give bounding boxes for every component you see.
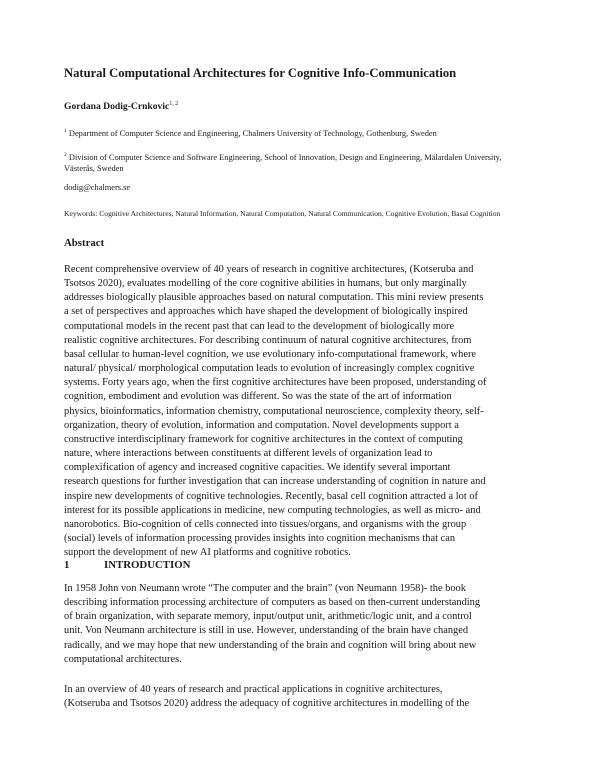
abstract-line: physics, bioinformatics, information chemistry, computational neuroscience, complexity theory, self-	[64, 405, 484, 417]
affiliation-2-text: Division of Computer Science and Software Engineering, School of Innovation, Design and Engineering, Mälardalen University, Västerås, Sweden	[64, 152, 502, 173]
abstract-paragraph	[64, 263, 544, 560]
abstract-line: systems. Forty years ago, when the first cognitive architectures have been proposed, understanding of	[64, 377, 487, 389]
intro-paragraph-1-line: computational architectures.	[64, 653, 182, 665]
author-name	[64, 101, 178, 112]
abstract-line: a set of perspectives and approaches which have shaped the development of biologically inspired	[64, 306, 468, 318]
section-heading-introduction	[64, 559, 190, 571]
intro-paragraph-2	[64, 683, 544, 711]
abstract-line: Tsotsos 2020), evaluates modelling of the core cognitive abilities in humans, but only marginally	[64, 278, 467, 290]
abstract-line: constructive interdisciplinary framework for cognitive architectures in the context of computing	[64, 433, 463, 445]
abstract-line: nature, where interactions between constituents at different levels of organization lead to	[64, 448, 433, 460]
abstract-line: cognition, embodiment and evolution was different. So was the state of the art of information	[64, 391, 452, 403]
affiliation-2-mark: 2	[64, 152, 67, 158]
abstract-line: basal cellular to human-level cognition, we use evolutionary info-computational framework, where	[64, 348, 477, 360]
intro-paragraph-1-line: radically, and we may hope that new understanding of the brain and cognition will bring about new	[64, 639, 477, 651]
author-affiliation-marks: 1, 2	[169, 101, 179, 107]
affiliation-1-mark: 1	[64, 128, 67, 134]
affiliation-2	[64, 150, 534, 174]
section-title: INTRODUCTION	[104, 559, 191, 571]
section-number: 1	[64, 559, 70, 571]
abstract-line: natural/ physical/ morphological computation leads to evolution of increasingly complex cognitive	[64, 363, 475, 375]
abstract-line: nanorobotics. Bio-cognition of cells connected into tissues/organs, and organisms with the group	[64, 518, 467, 530]
affiliation-1	[64, 126, 534, 139]
abstract-line: complexification of agency and increased cognitive capacities. We identify several important	[64, 462, 451, 474]
abstract-line: support the development of new AI platforms and cognitive robotics.	[64, 547, 351, 559]
abstract-line: organization, theory of evolution, information and computation. Novel developments support a	[64, 419, 459, 431]
abstract-line: (social) levels of information processing provides insights into cognition mechanisms that can	[64, 532, 456, 544]
author-email: dodig@chalmers.se	[64, 183, 131, 192]
affiliation-1-text: Department of Computer Science and Engineering, Chalmers University of Technology, Gothenburg, Sweden	[68, 128, 437, 138]
intro-paragraph-2-line: In an overview of 40 years of research and practical applications in cognitive architectures,	[64, 684, 443, 695]
abstract-line: research questions for further investigation that can increase understanding of cognition in nature and	[64, 476, 486, 488]
abstract-line: interest for its possible applications in medicine, new computing technologies, as well as micro- and	[64, 504, 481, 516]
abstract-heading: Abstract	[64, 237, 105, 249]
paper-title: Natural Computational Architectures for Cognitive Info-Communication	[64, 66, 457, 80]
intro-paragraph-2-line: (Kotseruba and Tsotsos 2020) address the adequacy of cognitive architectures in modelling of the	[64, 698, 470, 710]
abstract-line: inspire new developments of cognitive technologies. Recently, basal cell cognition attracted a lot of	[64, 490, 478, 502]
keywords: Keywords: Cognitive Architectures, Natural Information, Natural Computation, Natural Communication, Cognitive Evolution, Basal Cognition	[64, 209, 501, 218]
intro-paragraph-1-line: In 1958 John von Neumann wrote “The computer and the brain” (von Neumann 1958)- the book	[64, 583, 466, 594]
abstract-line: addresses biologically plausible approaches based on natural computation. This mini review presents	[64, 292, 484, 304]
author-name-text: Gordana Dodig-Crnkovic	[64, 101, 170, 113]
intro-paragraph-1	[64, 582, 544, 667]
intro-paragraph-1-line: unit. Von Neumann architecture is still in use. However, understanding of the brain have changed	[64, 625, 469, 637]
abstract-line: computational models in the recent past that can lead to the development of biologically more	[64, 320, 455, 332]
abstract-line: Recent comprehensive overview of 40 years of research in cognitive architectures, (Kotseruba and	[64, 264, 474, 275]
intro-paragraph-1-line: describing information processing architecture of computers as based on then-current understanding	[64, 597, 481, 609]
abstract-line: realistic cognitive architectures. For describing continuum of natural cognitive architectures, from	[64, 334, 472, 346]
intro-paragraph-1-line: of brain organization, with separate memory, input/output unit, arithmetic/logic unit, and a control	[64, 611, 472, 623]
